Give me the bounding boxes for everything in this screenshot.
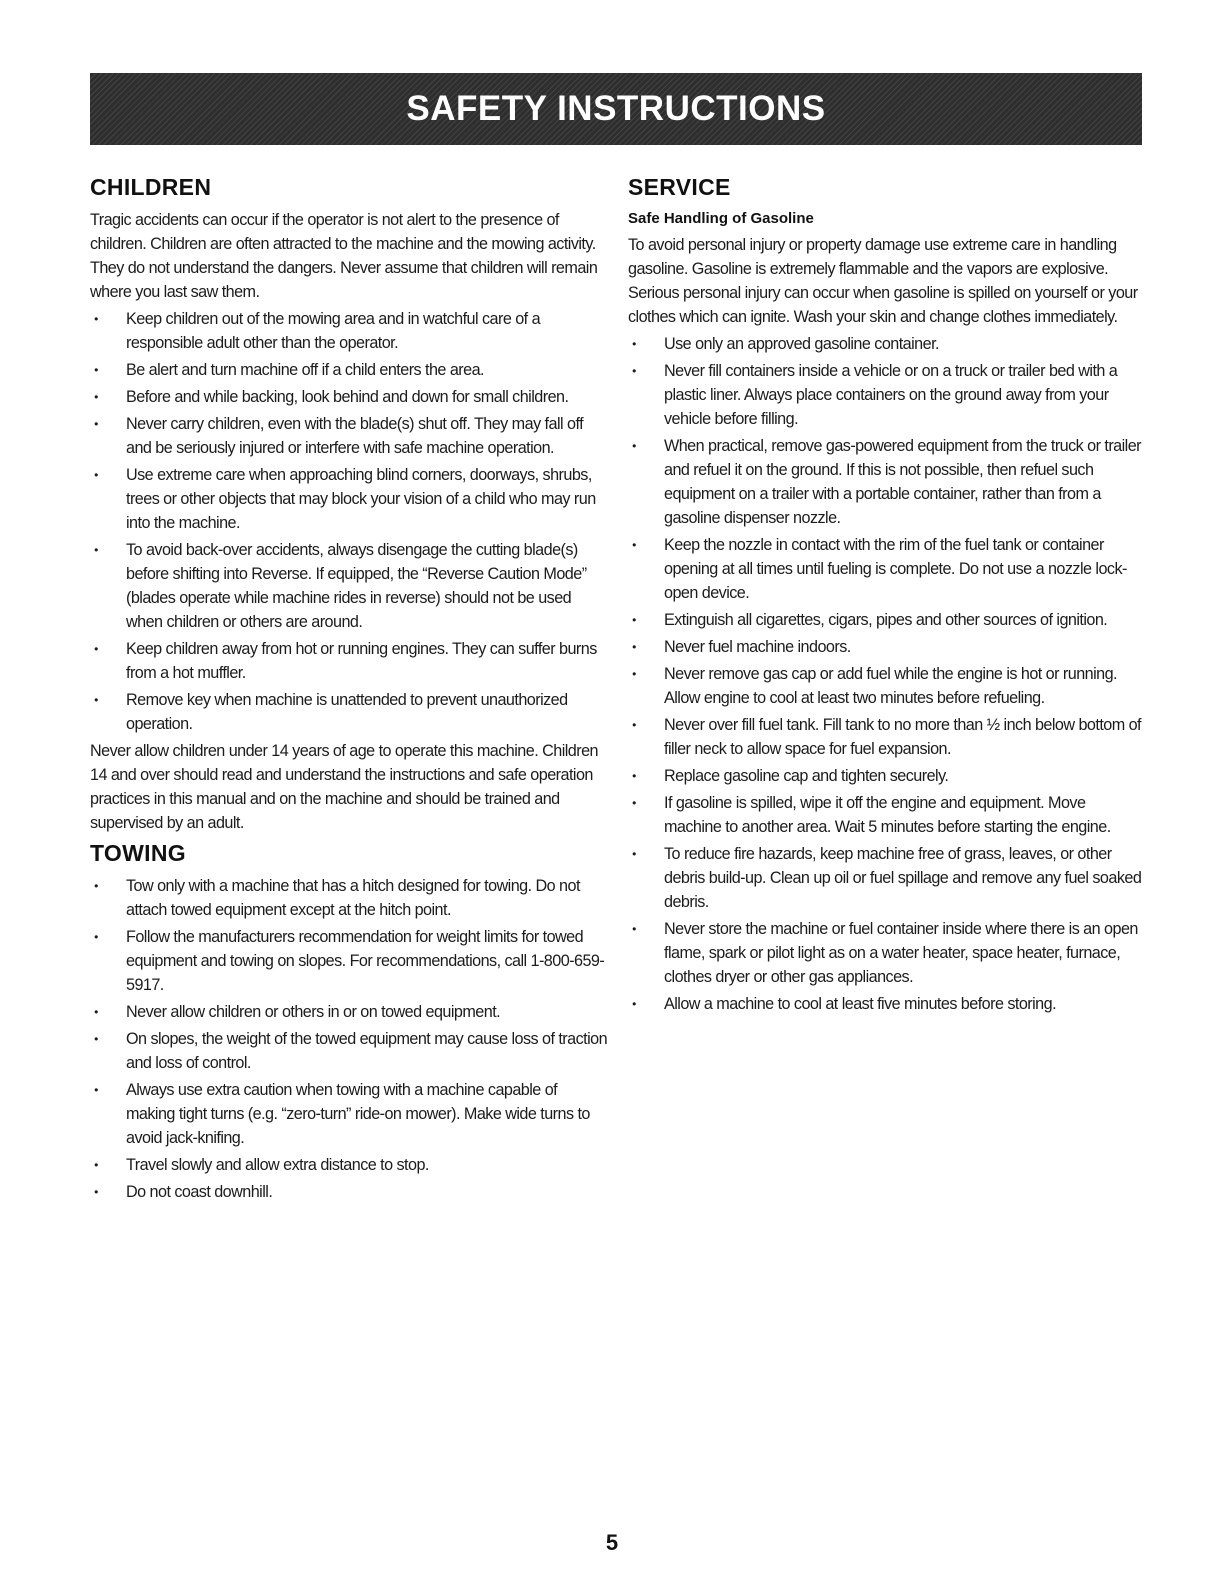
list-item: • Never over fill fuel tank. Fill tank to no more than ½ inch below bottom of filler neck to allow space for fuel expansion. bbox=[628, 713, 1144, 761]
list-item: • Never carry children, even with the blade(s) shut off. They may fall off and be seriously injured or interfere with safe machine operation. bbox=[90, 412, 608, 460]
list-item: • When practical, remove gas-powered equipment from the truck or trailer and refuel it on the ground. If this is not possible, then refuel such equipment on a trailer with a portable container, rather than from a gasoline dispenser nozzle. bbox=[628, 434, 1144, 530]
children-intro: Tragic accidents can occur if the operator is not alert to the presence of children. Children are often attracted to the machine and the mowing activity. They do not understand the dangers. Never assume that children will remain where you last saw them. bbox=[90, 211, 598, 301]
list-item: • Allow a machine to cool at least five minutes before storing. bbox=[628, 992, 1144, 1016]
bullet-icon: • bbox=[94, 312, 98, 326]
list-item: • Keep the nozzle in contact with the rim of the fuel tank or container opening at all times until fueling is complete. Do not use a nozzle lock-open device. bbox=[628, 533, 1144, 605]
section-banner bbox=[90, 73, 1142, 145]
list-item: • Always use extra caution when towing with a machine capable of making tight turns (e.g. “zero-turn” ride-on mower). Make wide turns to avoid jack-knifing. bbox=[90, 1078, 608, 1150]
service-bullet-list bbox=[628, 332, 1144, 1016]
bullet-icon: • bbox=[94, 693, 98, 707]
list-item: • Be alert and turn machine off if a child enters the area. bbox=[90, 358, 608, 382]
bullet-icon: • bbox=[94, 363, 98, 377]
bullet-icon: • bbox=[94, 468, 98, 482]
bullet-icon: • bbox=[94, 642, 98, 656]
list-item: • If gasoline is spilled, wipe it off the engine and equipment. Move machine to another area. Wait 5 minutes before starting the engine. bbox=[628, 791, 1144, 839]
service-intro: To avoid personal injury or property damage use extreme care in handling gasoline. Gasoline is extremely flammable and the vapors are explosive. Serious personal injury can occur when gasoline is spilled on yourself or your clothes which can ignite. Wash your skin and change clothes immediately. bbox=[628, 236, 1138, 326]
bullet-icon: • bbox=[632, 997, 636, 1011]
bullet-icon: • bbox=[632, 337, 636, 351]
list-item: • Replace gasoline cap and tighten securely. bbox=[628, 764, 1144, 788]
children-closing: Never allow children under 14 years of age to operate this machine. Children 14 and over should read and understand the instructions and safe operation practices in this manual and on the machine and should be trained and supervised by an adult. bbox=[90, 742, 598, 832]
list-item: • Do not coast downhill. bbox=[90, 1180, 608, 1204]
bullet-icon: • bbox=[94, 1083, 98, 1097]
list-item: • Keep children out of the mowing area and in watchful care of a responsible adult other than the operator. bbox=[90, 307, 608, 355]
bullet-icon: • bbox=[632, 718, 636, 732]
list-item: • To reduce fire hazards, keep machine free of grass, leaves, or other debris build-up. Clean up oil or fuel spillage and remove any fuel soaked debris. bbox=[628, 842, 1144, 914]
right-column bbox=[628, 172, 1144, 1019]
bullet-icon: • bbox=[94, 1158, 98, 1172]
bullet-icon: • bbox=[632, 769, 636, 783]
children-heading: CHILDREN bbox=[90, 174, 212, 200]
banner-title: SAFETY INSTRUCTIONS bbox=[406, 89, 826, 128]
list-item: • Never fill containers inside a vehicle or on a truck or trailer bed with a plastic liner. Always place containers on the ground away from your vehicle before filling. bbox=[628, 359, 1144, 431]
service-subheading: Safe Handling of Gasoline bbox=[628, 210, 814, 227]
towing-heading: TOWING bbox=[90, 840, 186, 866]
left-column bbox=[90, 172, 608, 1207]
children-bullet-list bbox=[90, 307, 608, 736]
list-item: • Never fuel machine indoors. bbox=[628, 635, 1144, 659]
bullet-icon: • bbox=[94, 879, 98, 893]
bullet-icon: • bbox=[632, 538, 636, 552]
list-item: • Travel slowly and allow extra distance to stop. bbox=[90, 1153, 608, 1177]
list-item: • Use extreme care when approaching blind corners, doorways, shrubs, trees or other objects that may block your vision of a child who may run into the machine. bbox=[90, 463, 608, 535]
bullet-icon: • bbox=[632, 796, 636, 810]
list-item: • On slopes, the weight of the towed equipment may cause loss of traction and loss of control. bbox=[90, 1027, 608, 1075]
bullet-icon: • bbox=[632, 439, 636, 453]
service-heading: SERVICE bbox=[628, 174, 731, 200]
bullet-icon: • bbox=[632, 640, 636, 654]
bullet-icon: • bbox=[632, 922, 636, 936]
bullet-icon: • bbox=[94, 930, 98, 944]
list-item: • Remove key when machine is unattended to prevent unauthorized operation. bbox=[90, 688, 608, 736]
bullet-icon: • bbox=[94, 543, 98, 557]
bullet-icon: • bbox=[94, 417, 98, 431]
list-item: • Never remove gas cap or add fuel while the engine is hot or running. Allow engine to cool at least two minutes before refueling. bbox=[628, 662, 1144, 710]
list-item: • Never allow children or others in or on towed equipment. bbox=[90, 1000, 608, 1024]
list-item: • Keep children away from hot or running engines. They can suffer burns from a hot muffler. bbox=[90, 637, 608, 685]
list-item: • Never store the machine or fuel container inside where there is an open flame, spark or pilot light as on a water heater, space heater, furnace, clothes dryer or other gas appliances. bbox=[628, 917, 1144, 989]
list-item: • To avoid back-over accidents, always disengage the cutting blade(s) before shifting into Reverse. If equipped, the “Reverse Caution Mode” (blades operate while machine rides in reverse) should not be used when children or others are around. bbox=[90, 538, 608, 634]
list-item: • Before and while backing, look behind and down for small children. bbox=[90, 385, 608, 409]
bullet-icon: • bbox=[94, 1185, 98, 1199]
bullet-icon: • bbox=[632, 667, 636, 681]
list-item: • Follow the manufacturers recommendation for weight limits for towed equipment and towing on slopes. For recommendations, call 1-800-659-5917. bbox=[90, 925, 608, 997]
page-number: 5 bbox=[605, 1530, 619, 1555]
bullet-icon: • bbox=[632, 613, 636, 627]
list-item: • Extinguish all cigarettes, cigars, pipes and other sources of ignition. bbox=[628, 608, 1144, 632]
bullet-icon: • bbox=[94, 390, 98, 404]
bullet-icon: • bbox=[94, 1005, 98, 1019]
list-item: • Tow only with a machine that has a hitch designed for towing. Do not attach towed equipment except at the hitch point. bbox=[90, 874, 608, 922]
list-item: • Use only an approved gasoline container. bbox=[628, 332, 1144, 356]
bullet-icon: • bbox=[94, 1032, 98, 1046]
bullet-icon: • bbox=[632, 364, 636, 378]
bullet-icon: • bbox=[632, 847, 636, 861]
towing-bullet-list bbox=[90, 874, 608, 1204]
